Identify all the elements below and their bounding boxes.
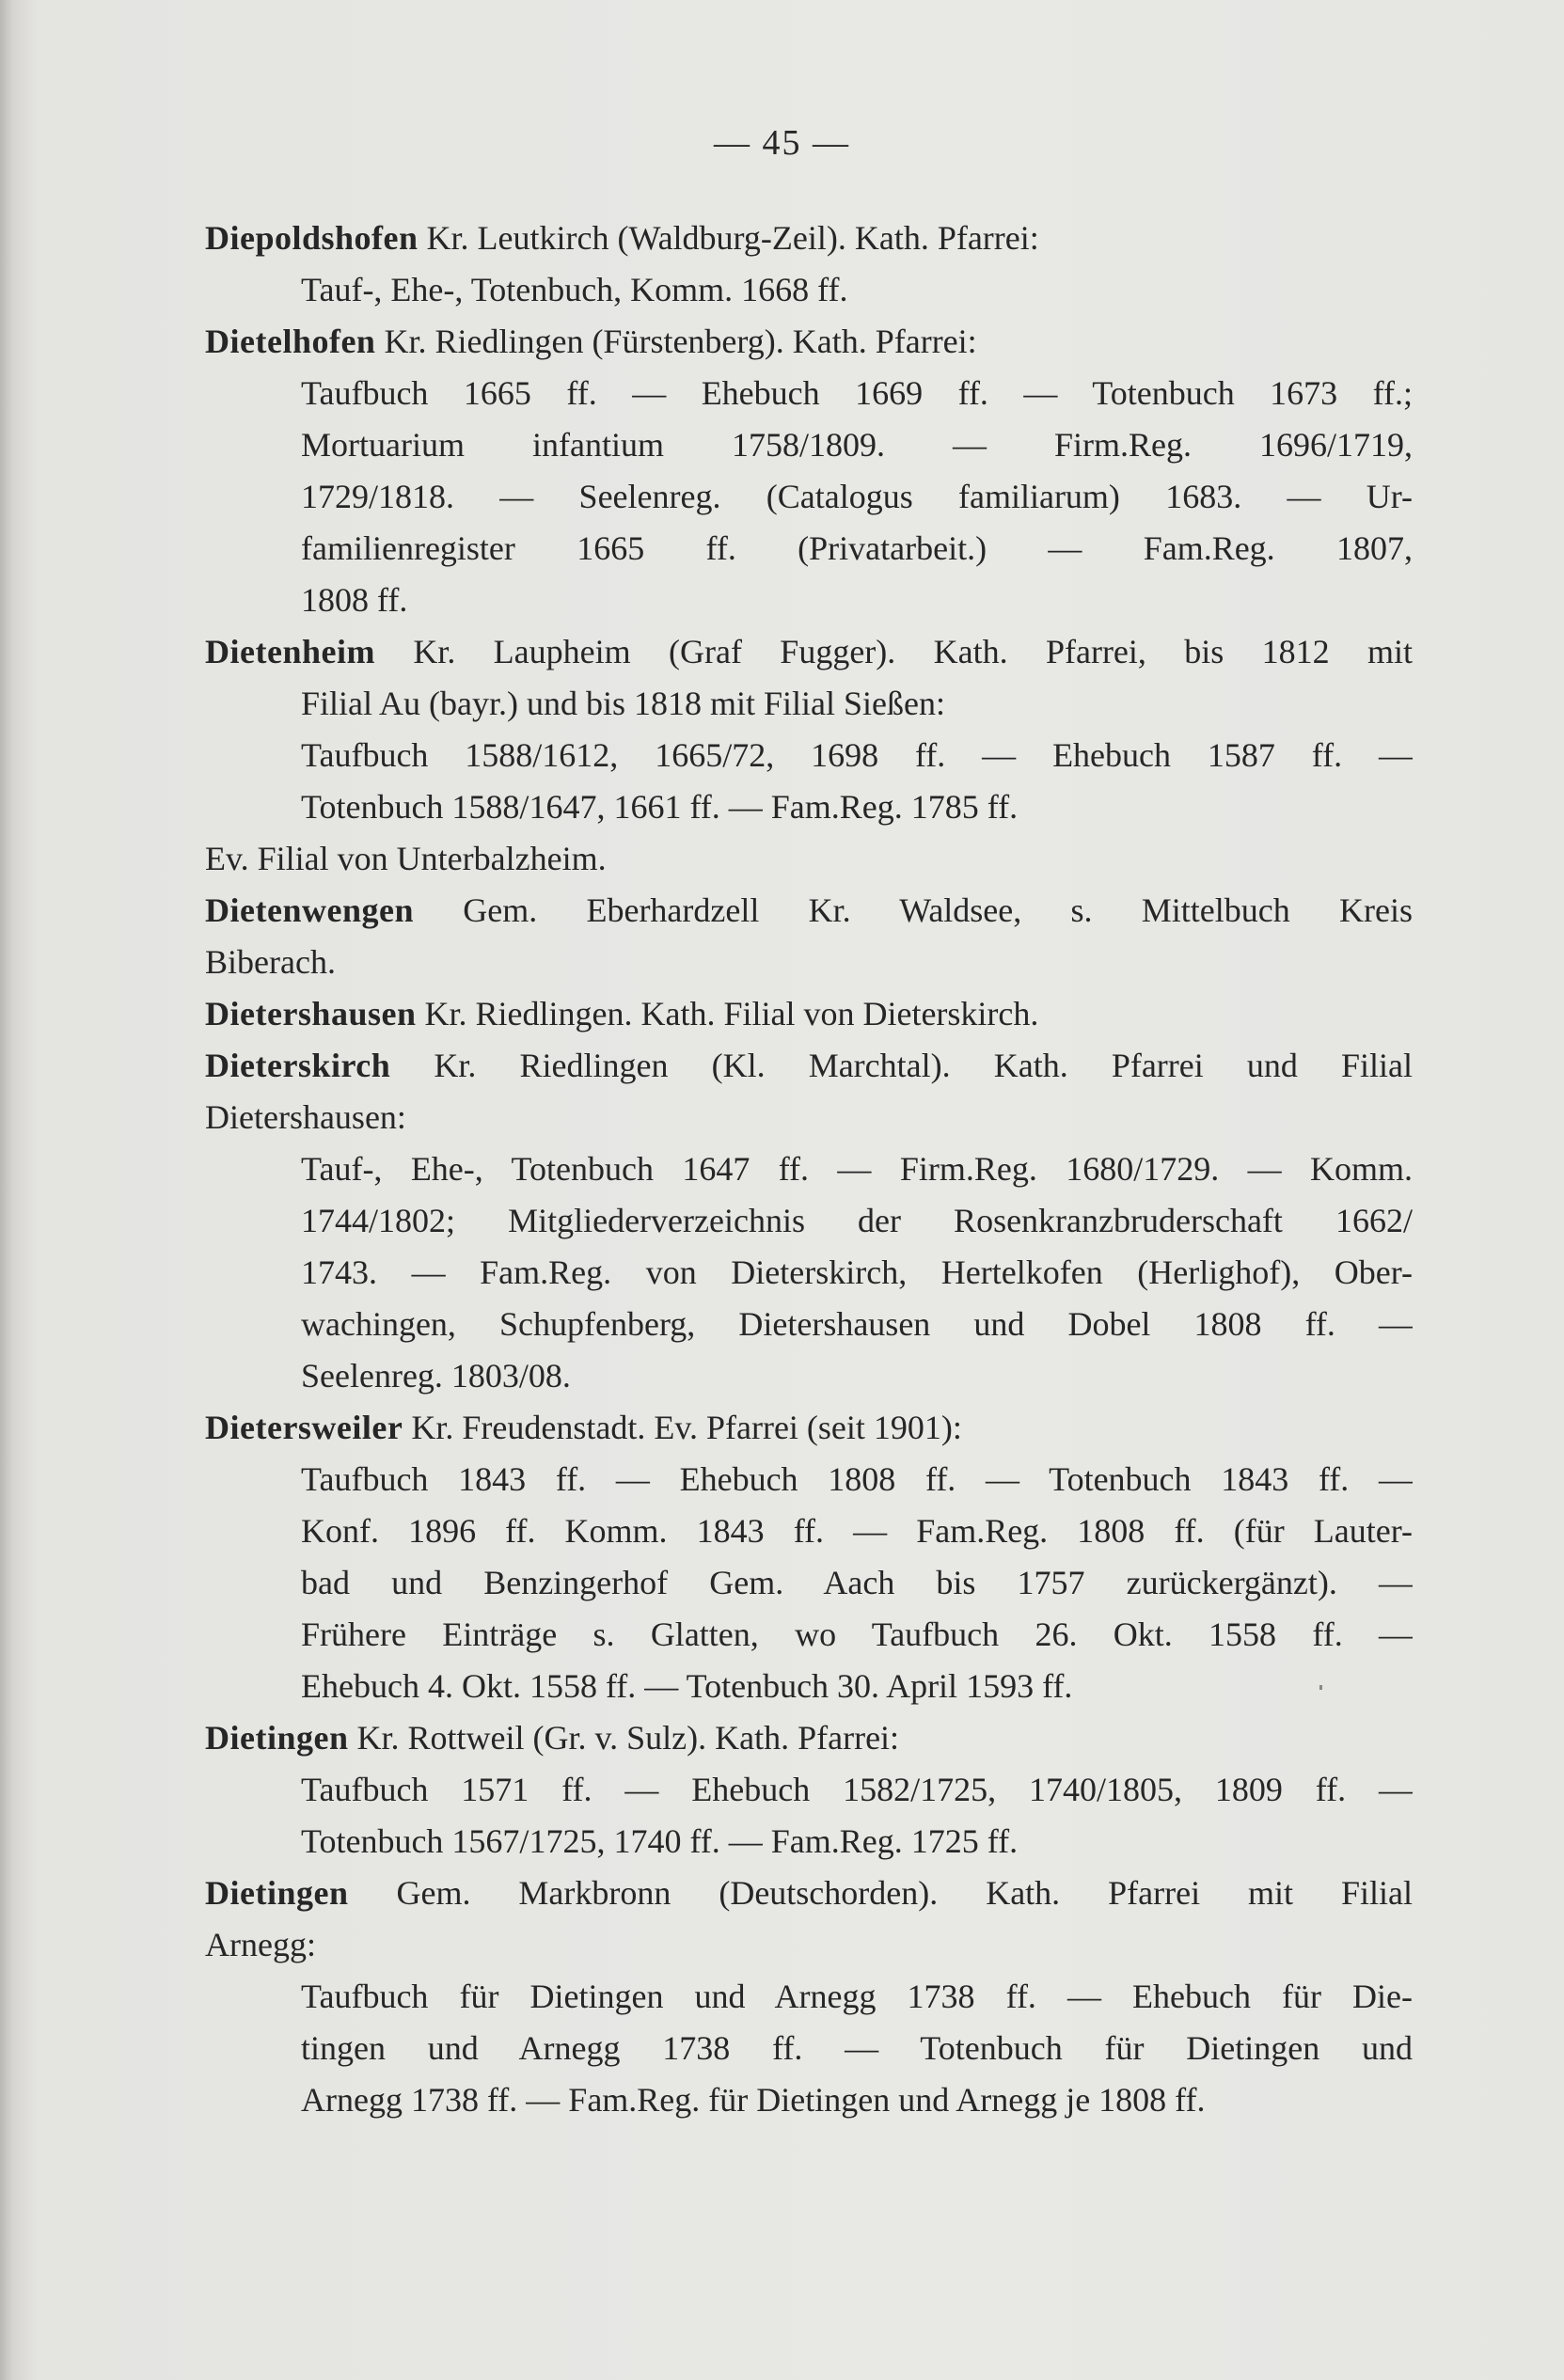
entry-head-line: [205, 885, 1413, 937]
entry-records-line: bad und Benzingerhof Gem. Aach bis 1757 zurückergänzt). —: [301, 1564, 1413, 1601]
place-description: Kr. Laupheim (Graf Fugger). Kath. Pfarrei, bis 1812 mit: [413, 633, 1413, 670]
entry-records-line: Tauf-, Ehe-, Totenbuch 1647 ff. — Firm.Reg. 1680/1729. — Komm.: [301, 1150, 1413, 1188]
entry-records-line: Totenbuch 1567/1725, 1740 ff. — Fam.Reg. 1725 ff.: [301, 1822, 1019, 1860]
entry-note-line: Ev. Filial von Unterbalzheim.: [205, 840, 607, 877]
entry-records-line: Tauf-, Ehe-, Totenbuch, Komm. 1668 ff.: [301, 271, 848, 308]
place-description: Kr. Riedlingen (Fürstenberg). Kath. Pfarrei:: [384, 323, 977, 360]
entry-records-line: wachingen, Schupfenberg, Dietershausen und Dobel 1808 ff. —: [301, 1305, 1413, 1343]
entry-intro-line: Dietershausen:: [205, 1098, 406, 1136]
register-entry: [205, 885, 1413, 988]
entry-records-line: Arnegg 1738 ff. — Fam.Reg. für Dietingen und Arnegg je 1808 ff.: [301, 2081, 1206, 2119]
register-entry: [205, 316, 1413, 626]
entry-records-line: Mortuarium infantium 1758/1809. — Firm.Reg. 1696/1719,: [301, 426, 1413, 464]
entry-head-line: [205, 316, 1413, 368]
page-number: — 45 —: [714, 123, 850, 163]
entry-intro-line: Filial Au (bayr.) und bis 1818 mit Filial Sießen:: [301, 685, 945, 722]
entry-records-line: Ehebuch 4. Okt. 1558 ff. — Totenbuch 30. April 1593 ff.: [301, 1667, 1073, 1705]
scan-speck: [1319, 1685, 1322, 1690]
place-name: Dietenheim: [205, 633, 375, 670]
entry-records-line: Seelenreg. 1803/08.: [301, 1357, 571, 1395]
entry-records-line: 1729/1818. — Seelenreg. (Catalogus familiarum) 1683. — Ur-: [301, 478, 1413, 515]
place-description: Kr. Rottweil (Gr. v. Sulz). Kath. Pfarrei:: [356, 1719, 900, 1757]
place-name: Dietershausen: [205, 995, 417, 1032]
entry-records-line: Taufbuch 1571 ff. — Ehebuch 1582/1725, 1740/1805, 1809 ff. —: [301, 1771, 1413, 1808]
place-name: Dietelhofen: [205, 323, 376, 360]
register-entry: [205, 626, 1413, 885]
place-description: Kr. Freudenstadt. Ev. Pfarrei (seit 1901):: [411, 1409, 962, 1446]
register-entry: [205, 1868, 1413, 2126]
entry-records-line: familienregister 1665 ff. (Privatarbeit.) — Fam.Reg. 1807,: [301, 529, 1413, 567]
place-description: Gem. Markbronn (Deutschorden). Kath. Pfarrei mit Filial: [396, 1874, 1413, 1912]
place-name: Dietenwengen: [205, 891, 414, 929]
entry-head-line: [205, 1402, 1413, 1454]
register-entry: [205, 213, 1413, 316]
place-name: Dietersweiler: [205, 1409, 403, 1446]
entry-records-line: Totenbuch 1588/1647, 1661 ff. — Fam.Reg. 1785 ff.: [301, 788, 1019, 826]
place-name: Diepoldshofen: [205, 219, 419, 257]
place-description: Kr. Riedlingen. Kath. Filial von Dieterskirch.: [424, 995, 1039, 1032]
entry-records-line: Taufbuch 1665 ff. — Ehebuch 1669 ff. — Totenbuch 1673 ff.;: [301, 374, 1413, 412]
place-description: Gem. Eberhardzell Kr. Waldsee, s. Mittelbuch Kreis: [463, 891, 1413, 929]
entry-records-line: Taufbuch 1843 ff. — Ehebuch 1808 ff. — Totenbuch 1843 ff. —: [301, 1460, 1413, 1498]
entry-records-line: Frühere Einträge s. Glatten, wo Taufbuch 26. Okt. 1558 ff. —: [301, 1616, 1413, 1653]
entry-intro-line: Biberach.: [205, 943, 336, 981]
entry-head-line: [205, 1868, 1413, 1919]
register-entry: [205, 988, 1413, 1040]
entry-records-line: 1744/1802; Mitgliederverzeichnis der Rosenkranzbruderschaft 1662/: [301, 1202, 1413, 1239]
entry-records-line: 1743. — Fam.Reg. von Dieterskirch, Hertelkofen (Herlighof), Ober-: [301, 1253, 1413, 1291]
register-entry: [205, 1712, 1413, 1868]
entry-records-line: tingen und Arnegg 1738 ff. — Totenbuch für Dietingen und: [301, 2029, 1413, 2067]
entry-head-line: [205, 626, 1413, 678]
place-name: Dietingen: [205, 1719, 349, 1757]
entry-records-line: 1808 ff.: [301, 581, 408, 619]
entry-records-line: Taufbuch für Dietingen und Arnegg 1738 ff. — Ehebuch für Die-: [301, 1978, 1413, 2015]
entry-head-line: [205, 1040, 1413, 1092]
entry-records-line: Taufbuch 1588/1612, 1665/72, 1698 ff. — Ehebuch 1587 ff. —: [301, 736, 1413, 774]
place-description: Kr. Riedlingen (Kl. Marchtal). Kath. Pfarrei und Filial: [434, 1047, 1413, 1084]
entry-head-line: [205, 213, 1413, 264]
entry-records-line: Konf. 1896 ff. Komm. 1843 ff. — Fam.Reg. 1808 ff. (für Lauter-: [301, 1512, 1413, 1550]
entry-head-line: [205, 988, 1413, 1040]
entry-intro-line: Arnegg:: [205, 1926, 316, 1963]
register-entry: [205, 1402, 1413, 1712]
register-entries: [205, 213, 1413, 2126]
place-description: Kr. Leutkirch (Waldburg-Zeil). Kath. Pfarrei:: [426, 219, 1039, 257]
place-name: Dieterskirch: [205, 1047, 391, 1084]
register-entry: [205, 1040, 1413, 1402]
place-name: Dietingen: [205, 1874, 349, 1912]
entry-head-line: [205, 1712, 1413, 1764]
